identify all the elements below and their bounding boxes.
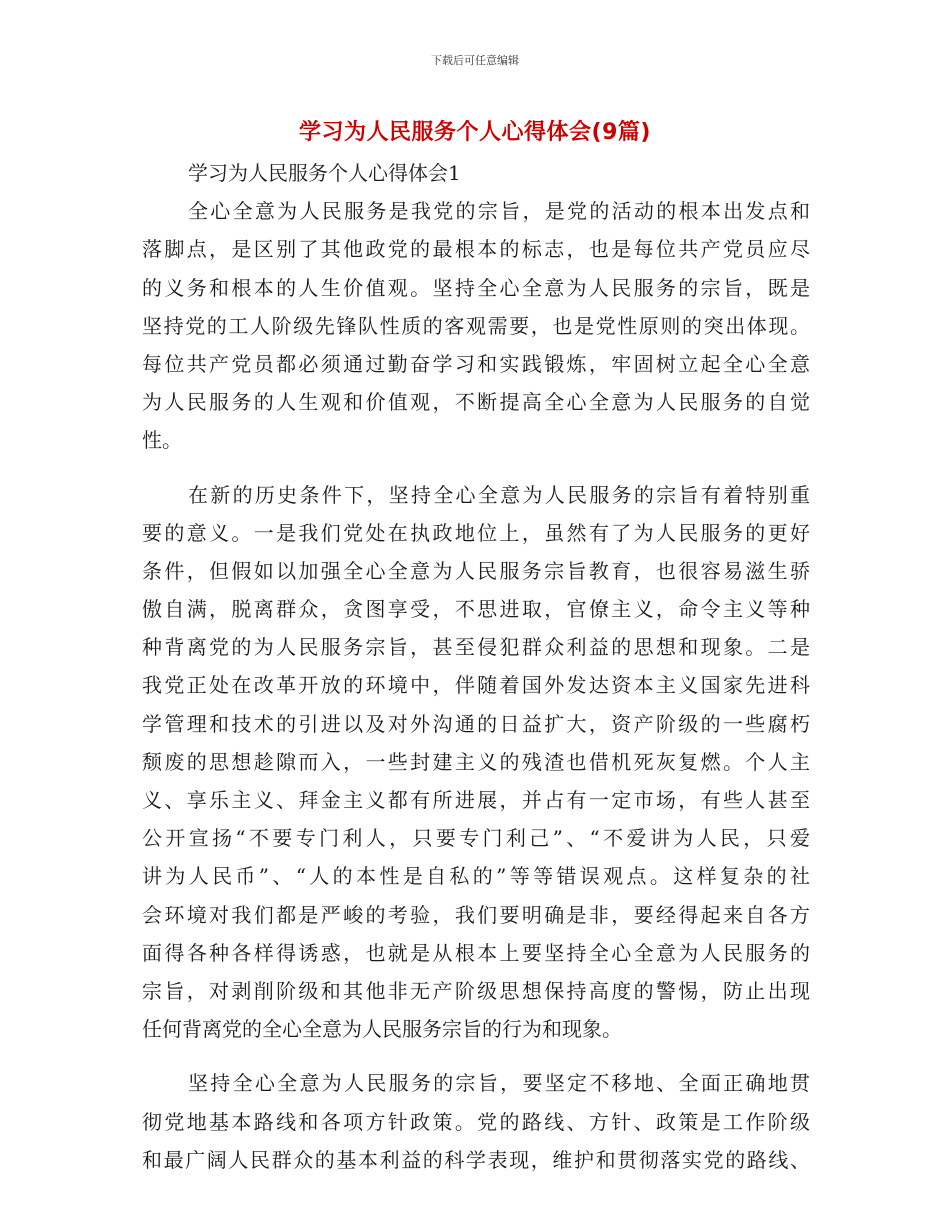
paragraph-3 (142, 1064, 810, 1179)
paragraph-2 (142, 476, 810, 1049)
paragraph-line: 要的意义。一是我们党处在执政地位上，虽然有了为人民服务的更好 (142, 520, 810, 545)
page-header-note: 下载后可任意编辑 (431, 54, 519, 67)
paragraph-line: 在新的历史条件下，坚持全心全意为人民服务的宗旨有着特别重 (188, 482, 810, 507)
document-body (142, 154, 810, 1179)
paragraph-line: 坚持党的工人阶级先锋队性质的客观需要，也是党性原则的突出体现。 (142, 313, 810, 338)
paragraph-line: 宗旨，对剥削阶级和其他非无产阶级思想保持高度的警惕，防止出现 (142, 978, 810, 1003)
paragraph-line: 学管理和技术的引进以及对外沟通的日益扩大，资产阶级的一些腐朽 (142, 711, 810, 736)
paragraph-line: 颓废的思想趁隙而入，一些封建主义的残渣也借机死灰复燃。个人主 (142, 749, 810, 774)
paragraph-line: 每位共产党员都必须通过勤奋学习和实践锻炼，牢固树立起全心全意 (142, 351, 810, 376)
paragraph-line: 讲为人民币”、“人的本性是自私的”等等错误观点。这样复杂的社 (142, 864, 810, 889)
paragraph-line: 条件，但假如以加强全心全意为人民服务宗旨教育，也很容易滋生骄 (142, 558, 810, 583)
paragraph-line: 公开宣扬“不要专门利人，只要专门利己”、“不爱讲为人民，只爱 (142, 826, 810, 851)
paragraph-line: 落脚点，是区别了其他政党的最根本的标志，也是每位共产党员应尽 (142, 237, 810, 262)
paragraph-line: 义、享乐主义、拜金主义都有所进展，并占有一定市场，有些人甚至 (142, 788, 810, 812)
paragraph-line: 面得各种各样得诱惑，也就是从根本上要坚持全心全意为人民服务的 (142, 940, 810, 965)
paragraph-1 (142, 192, 810, 459)
paragraph-line: 会环境对我们都是严峻的考验，我们要明确是非，要经得起来自各方 (142, 902, 810, 927)
section-heading: 学习为人民服务个人心得体会1 (188, 161, 461, 185)
paragraph-line: 全心全意为人民服务是我党的宗旨，是党的活动的根本出发点和 (188, 199, 810, 224)
paragraph-line: 为人民服务的人生观和价值观，不断提高全心全意为人民服务的自觉 (142, 390, 810, 415)
document-title: 学习为人民服务个人心得体会(9篇) (299, 120, 651, 145)
paragraph-line: 的义务和根本的人生价值观。坚持全心全意为人民服务的宗旨，既是 (142, 275, 810, 300)
paragraph-line: 我党正处在改革开放的环境中，伴随着国外发达资本主义国家先进科 (142, 673, 810, 698)
paragraph-spacer (142, 460, 810, 476)
paragraph-line: 傲自满，脱离群众，贪图享受，不思进取，官僚主义，命令主义等种 (142, 597, 810, 622)
paragraph-line: 和最广阔人民群众的基本利益的科学表现，维护和贯彻落实党的路线、 (142, 1147, 810, 1172)
paragraph-spacer (142, 1048, 810, 1064)
paragraph-line: 任何背离党的全心全意为人民服务宗旨的行为和现象。 (142, 1017, 622, 1042)
paragraph-line: 性。 (142, 428, 182, 453)
paragraph-line: 彻党地基本路线和各项方针政策。党的路线、方针、政策是工作阶级 (142, 1109, 810, 1134)
paragraph-line: 坚持全心全意为人民服务的宗旨，要坚定不移地、全面正确地贯 (188, 1071, 810, 1096)
paragraph-line: 种背离党的为人民服务宗旨，甚至侵犯群众利益的思想和现象。二是 (142, 635, 810, 660)
